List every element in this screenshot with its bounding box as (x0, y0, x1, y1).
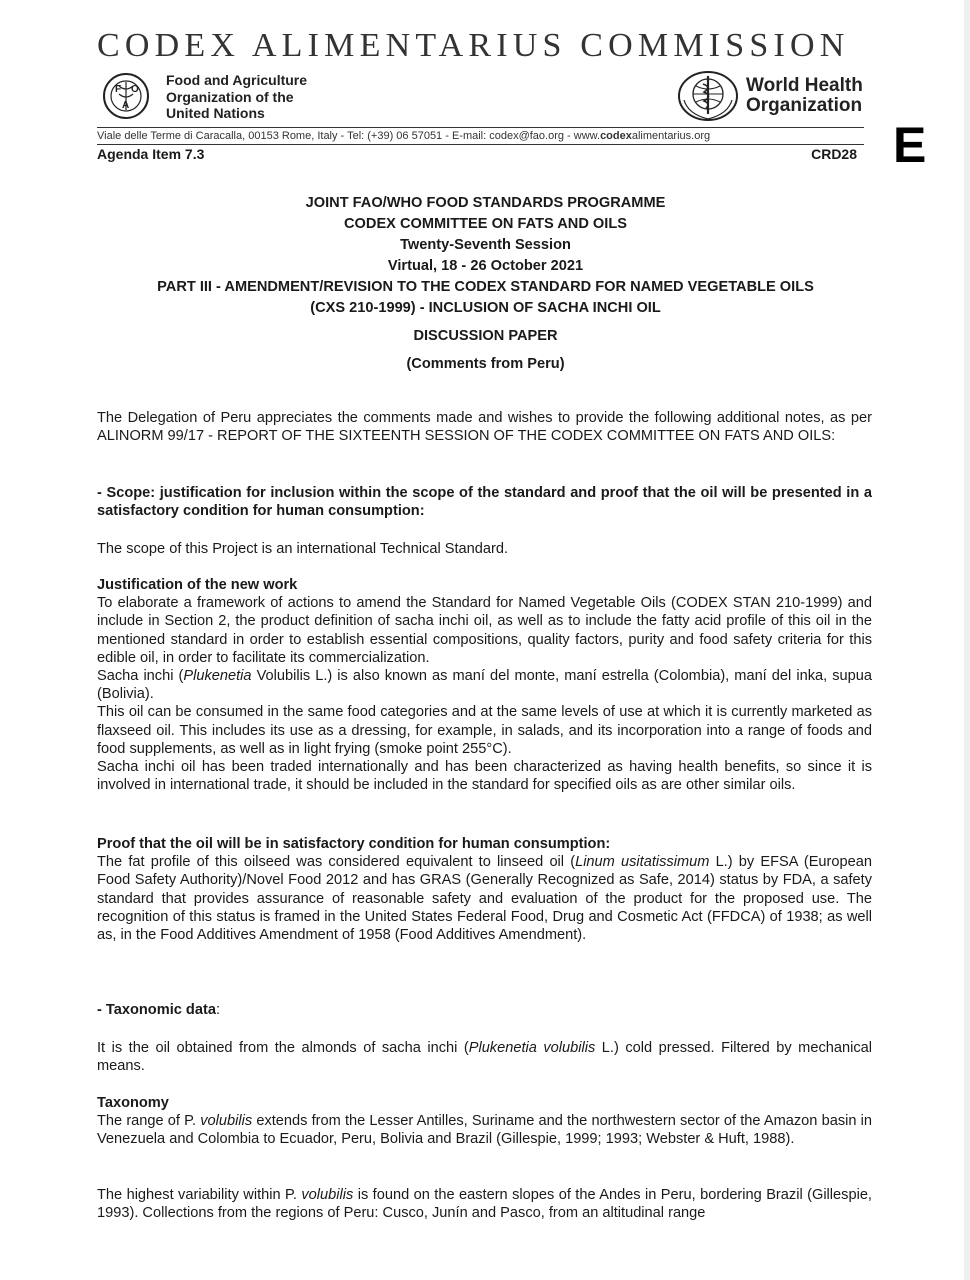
text-span: L.) cold pressed. Filtered by mechanical means. (97, 1040, 872, 1075)
text-span: The highest variability within P. (97, 1187, 302, 1203)
title-date: Virtual, 18 - 26 October 2021 (387, 258, 584, 274)
heading-text: - Taxonomic data (97, 1002, 216, 1018)
svg-text:F: F (115, 84, 122, 95)
italic-term: volubilis (301, 1187, 354, 1203)
svg-text:O: O (131, 84, 139, 95)
text-span: L.) by EFSA (European Food Safety Authority)/Novel Food 2012 and has GRAS (Generally Recognized as Safe, 2014) status by FDA, a safety standard that provides assurance of reasonable safety and evaluation of the product for the proposed use. The recognition of this status is framed in the United States Federal Food, Drug and Cosmetic Act (FFDCA) of 1938; as well as, in the Food Additives Amendment of 1958 (Food Additives Amendment). (97, 854, 872, 944)
text-span: Volubilis L.) is also known as maní del monte, maní estrella (Colombia), maní del inka, supua (Bolivia). (97, 668, 872, 703)
text-span: extends from the Lesser Antilles, Suriname and the northwestern sector of the Amazon basin in Venezuela and Colombia to Ecuador, Peru, Bolivia and Brazil (Gillespie, 1999; 1993; Webster & Huft, 1988). (97, 1113, 872, 1148)
scope-text: The scope of this Project is an international Technical Standard. (97, 541, 509, 557)
who-emblem-icon (676, 70, 740, 122)
address-url-rest: alimentarius.org (631, 130, 711, 142)
title-paper-type: DISCUSSION PAPER (413, 328, 558, 344)
heading-colon: : (215, 1002, 220, 1018)
proof-paragraph (97, 853, 872, 944)
address-bar (97, 127, 864, 145)
taxonomic-data-heading (97, 1001, 872, 1019)
address-url-bold: codex (600, 130, 632, 142)
taxonomic-data-paragraph (97, 1039, 872, 1075)
page-edge-shadow (964, 0, 970, 1280)
italic-term: Plukenetia (183, 668, 252, 685)
agenda-item: Agenda Item 7.3 (97, 146, 205, 162)
justification-paragraph-4: Sacha inchi oil has been traded internationally and has been characterized as having health benefits, so since it is involved in international trade, it should be included in the standard for specified oils as are other similar oils. (97, 759, 872, 794)
text-span: is found on the eastern slopes of the Andes in Peru, bordering Brazil (Gillespie, 1993). Collections from the regions of Peru: Cusco, Junín and Pasco, from an altitudinal range (97, 1187, 872, 1222)
masthead-title: CODEX ALIMENTARIUS COMMISSION (97, 27, 850, 64)
who-organization-name (746, 76, 863, 116)
justification-paragraph-3: This oil can be consumed in the same food categories and at the same levels of use at which it is currently marketed as flaxseed oil. This includes its use as a dressing, for example, in salads, and its incorporation into a range of foods and food supplements, as well as in light frying (smoke point 255°C). (97, 704, 872, 757)
title-programme: JOINT FAO/WHO FOOD STANDARDS PROGRAMME (305, 195, 666, 211)
who-name-line: Organization (746, 95, 863, 116)
title-part-continued: (CXS 210-1999) - INCLUSION OF SACHA INCHI OIL (310, 300, 661, 316)
document-title-block (97, 193, 874, 375)
fao-name-line: United Nations (166, 105, 265, 121)
text-span: The fat profile of this oilseed was considered equivalent to linseed oil ( (97, 854, 576, 871)
address-text: Viale delle Terme di Caracalla, 00153 Rome, Italy - Tel: (+39) 06 57051 - E-mail: codex@fao.org - www. (97, 130, 601, 142)
italic-term: Plukenetia volubilis (468, 1040, 596, 1056)
justification-heading: Justification of the new work (97, 577, 298, 593)
justification-section (97, 576, 872, 794)
taxonomy-section (97, 1094, 872, 1149)
text-span: Sacha inchi ( (97, 668, 184, 685)
proof-section (97, 835, 872, 944)
proof-heading: Proof that the oil will be in satisfactory condition for human consumption: (97, 836, 611, 852)
title-session: Twenty-Seventh Session (400, 237, 571, 253)
fao-name-line: Food and Agriculture (166, 72, 308, 88)
fao-logo-icon (97, 72, 157, 120)
italic-term: volubilis (200, 1113, 253, 1130)
language-marker: E (893, 117, 927, 173)
who-name-line: World Health (746, 75, 863, 96)
scope-heading: - Scope: justification for inclusion within the scope of the standard and proof that the oil will be presented in a satisfactory condition for human consumption: (97, 485, 872, 520)
document-code: CRD28 (811, 146, 857, 162)
fao-name-line: Organization of the (166, 88, 294, 105)
taxonomy-paragraph-2 (97, 1186, 872, 1222)
intro-paragraph: The Delegation of Peru appreciates the comments made and wishes to provide the following additional notes, as per ALINORM 99/17 - REPORT OF THE SIXTEENTH SESSION OF THE CODEX COMMITTEE ON FATS AND OILS: (97, 410, 872, 445)
justification-paragraph-2 (97, 667, 872, 703)
italic-term: Linum usitatissimum (575, 854, 710, 871)
text-span: The range of P. (97, 1113, 201, 1130)
title-committee: CODEX COMMITTEE ON FATS AND OILS (344, 216, 627, 232)
svg-text:A: A (122, 100, 130, 111)
justification-paragraph-1: To elaborate a framework of actions to amend the Standard for Named Vegetable Oils (CODEX STAN 210-1999) and include in Section 2, the product definition of sacha inchi oil, as well as to include the fatty acid profile of this oil in the mentioned standard in order to establish essential compositions, quality factors, purity and food safety criteria for this edible oil, in order to facilitate its commercialization. (97, 595, 872, 666)
fao-organization-name (166, 72, 307, 122)
title-part: PART III - AMENDMENT/REVISION TO THE CODEX STANDARD FOR NAMED VEGETABLE OILS (157, 279, 814, 295)
title-comments-from: (Comments from Peru) (406, 356, 565, 372)
text-span: It is the oil obtained from the almonds of sacha inchi ( (97, 1040, 469, 1056)
taxonomy-heading: Taxonomy (97, 1095, 169, 1111)
taxonomy-paragraph-1 (97, 1112, 872, 1148)
